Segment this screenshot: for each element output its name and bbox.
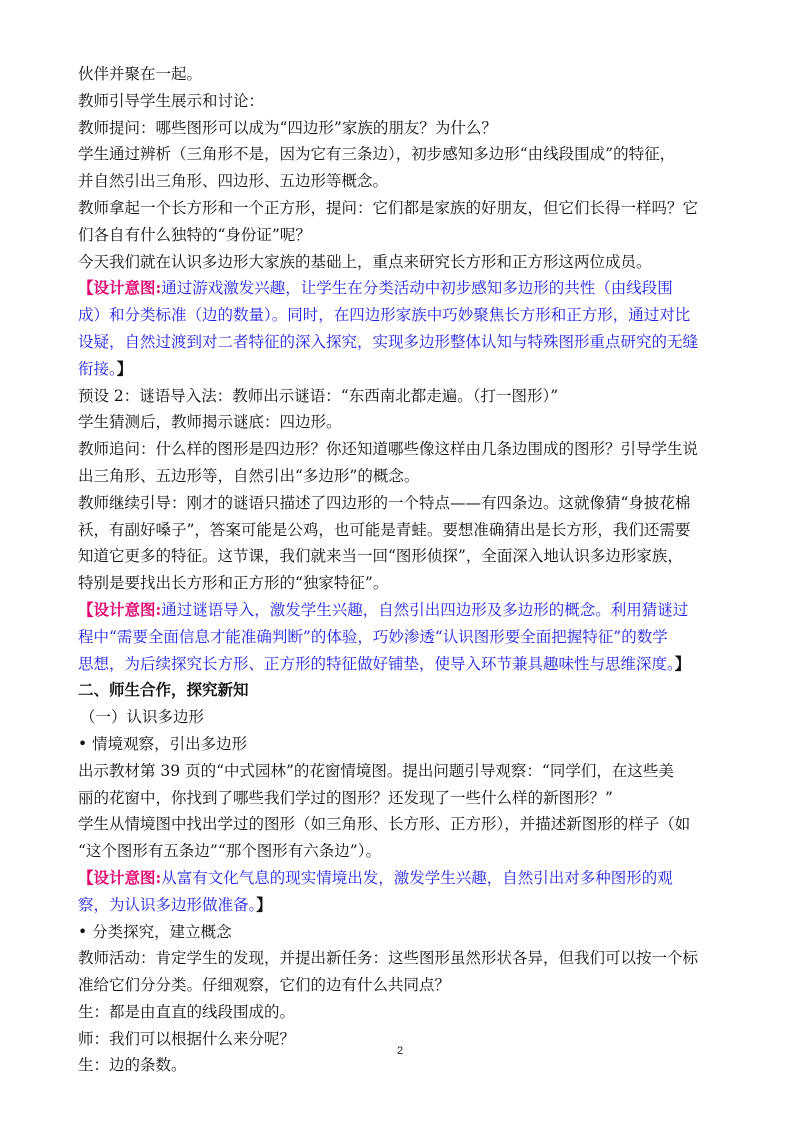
paragraph-line: 生：边的条数。 <box>78 1056 187 1075</box>
section-heading: 二、师生合作，探究新知 <box>78 680 249 700</box>
design-intent-text: 程中“需要全面信息才能准确判断”的体验，巧妙渗透“认识图形要全面把握特征”的数学 <box>78 627 668 646</box>
design-intent-text: 通过谜语导入，激发学生兴趣，自然引出四边形及多边形的概念。利用猜谜过 <box>161 600 689 619</box>
paragraph-line: 丽的花窗中，你找到了哪些我们学过的图形？还发现了一些什么样的新图形？” <box>78 788 613 807</box>
paragraph-line: 学生通过辨析（三角形不是，因为它有三条边），初步感知多边形“由线段围成”的特征， <box>78 145 676 164</box>
design-intent-text: 成）和分类标准（边的数量）。同时，在四边形家族中巧妙聚焦长方形和正方形，通过对比 <box>78 306 691 325</box>
design-intent-text: 察，为认识多边形做准备。 <box>78 895 257 914</box>
paragraph-line: 学生从情境图中找出学过的图形（如三角形、长方形、正方形），并描述新图形的样子（如 <box>78 815 691 834</box>
design-intent-line <box>78 651 738 678</box>
bullet-heading: • 分类探究，建立概念 <box>78 922 232 941</box>
design-intent-text: 通过游戏激发兴趣，让学生在分类活动中初步感知多边形的共性（由线段围 <box>161 279 673 298</box>
design-intent-text: 设疑，自然过渡到对二者特征的深入探究，实现多边形整体认知与特殊图形重点研究的无缝 <box>78 332 699 351</box>
paragraph-line: 教师活动：肯定学生的发现，并提出新任务：这些图形虽然形状各异，但我们可以按一个标 <box>78 949 699 968</box>
paragraph-line: 伙伴并聚在一起。 <box>78 65 203 83</box>
page-number: 2 <box>396 1045 404 1057</box>
paragraph-line: 教师追问：什么样的图形是四边形？你还知道哪些像这样由几条边围成的图形？引导学生说 <box>78 440 699 459</box>
paragraph-line: 出示教材第 39 页的“中式园林”的花窗情境图。提出问题引导观察：“同学们，在这些美 <box>78 761 674 780</box>
design-intent-line <box>78 597 738 624</box>
paragraph-line: “这个图形有五条边”“那个图形有六条边”）。 <box>78 842 381 861</box>
paragraph-line: 教师引导学生展示和讨论： <box>78 91 265 110</box>
paragraph-line: 生：都是由直直的线段围成的。 <box>78 1002 296 1021</box>
design-intent-line <box>78 302 738 329</box>
bullet-heading: • 情境观察，引出多边形 <box>78 734 248 753</box>
paragraph-line: 特别是要找出长方形和正方形的“独家特征”。 <box>78 574 389 593</box>
design-intent-line <box>78 356 738 383</box>
paragraph-line: 教师继续引导：刚才的谜语只描述了四边形的一个特点——有四条边。这就像猜“身披花棉 <box>78 493 691 512</box>
paragraph-line: 学生猜测后，教师揭示谜底：四边形。 <box>78 413 342 432</box>
paragraph-line: 们各自有什么独特的“身份证”呢？ <box>78 225 311 244</box>
design-intent-text: 从富有文化气息的现实情境出发，激发学生兴趣，自然引出对多种图形的观 <box>161 868 673 887</box>
design-intent-line <box>78 865 738 892</box>
paragraph-line: 预设 2：谜语导入法：教师出示谜语：“东西南北都走遍。（打一图形）” <box>78 386 559 405</box>
design-intent-tag: 【设计意图: <box>78 278 162 298</box>
paragraph-line: 教师提问：哪些图形可以成为“四边形”家族的朋友？为什么？ <box>78 118 497 137</box>
design-intent-line <box>78 892 738 919</box>
design-intent-line <box>78 329 738 356</box>
design-intent-tag: 【设计意图: <box>78 599 162 619</box>
design-intent-line <box>78 624 738 651</box>
paragraph-line: 教师拿起一个长方形和一个正方形，提问：它们都是家族的好朋友，但它们长得一样吗？它 <box>78 198 699 217</box>
design-intent-close: 】 <box>256 894 272 914</box>
subsection-heading: （一）认识多边形 <box>80 708 205 727</box>
design-intent-tag: 【设计意图: <box>78 867 162 887</box>
design-intent-close: 】 <box>116 358 133 378</box>
design-intent-text: 衔接。 <box>78 359 117 378</box>
paragraph-line: 并自然引出三角形、四边形、五边形等概念。 <box>78 172 389 191</box>
paragraph-line: 准给它们分分类。仔细观察，它们的边有什么共同点？ <box>78 976 451 995</box>
design-intent-line <box>78 275 738 302</box>
paragraph-line: 袄，有副好嗓子”，答案可能是公鸡，也可能是青蛙。要想准确猜出是长方形，我们还需要 <box>78 520 691 539</box>
design-intent-text: 思想，为后续探究长方形、正方形的特征做好铺垫，使导入环节兼具趣味性与思维深度。 <box>78 654 675 673</box>
paragraph-line: 出三角形、五边形等，自然引出“多边形”的概念。 <box>78 466 420 485</box>
document-body <box>78 61 738 1079</box>
paragraph-line: 师：我们可以根据什么来分呢？ <box>78 1029 296 1048</box>
design-intent-close: 】 <box>674 653 691 673</box>
paragraph-line: 知道它更多的特征。这节课，我们就来当一回“图形侦探”，全面深入地认识多边形家族， <box>78 547 683 566</box>
paragraph-line: 今天我们就在认识多边形大家族的基础上，重点来研究长方形和正方形这两位成员。 <box>78 252 652 271</box>
